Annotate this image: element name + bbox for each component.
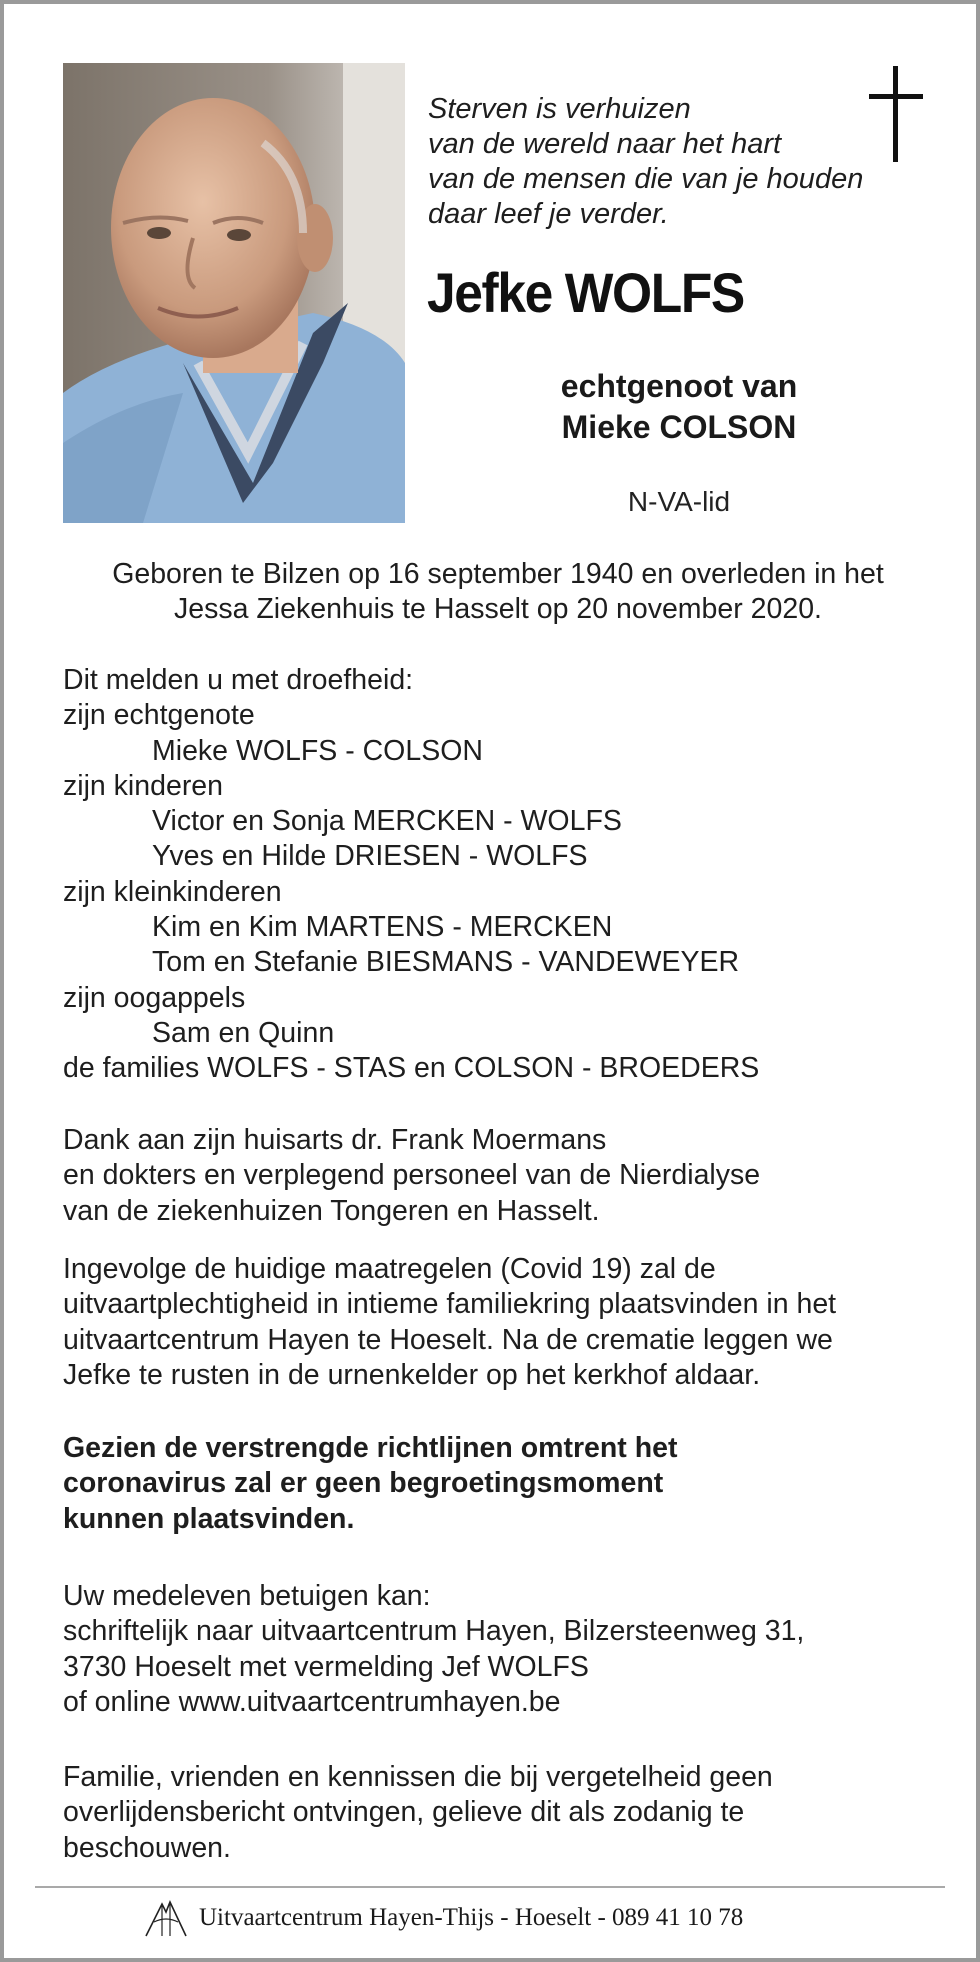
spouse-label: echtgenoot van — [560, 368, 798, 404]
footer-divider — [35, 1886, 945, 1888]
ceremony-line: Jefke te rusten in de urnenkelder op het kerkhof aldaar. — [63, 1358, 761, 1391]
birth-death-info — [63, 557, 933, 628]
spouse-block — [444, 366, 914, 448]
family-label: zijn echtgenote — [63, 699, 255, 732]
notice-line: Gezien de verstrengde richtlijnen omtrent het — [63, 1432, 678, 1464]
condolence-paragraph — [63, 1579, 933, 1720]
covid-notice — [63, 1431, 933, 1537]
thanks-line: van de ziekenhuizen Tongeren en Hasselt. — [63, 1194, 600, 1227]
footer — [0, 1898, 980, 1938]
membership-label: N-VA-lid — [627, 486, 731, 517]
family-member: Sam en Quinn — [152, 1016, 335, 1049]
cross-icon — [866, 64, 926, 164]
ceremony-paragraph — [63, 1252, 933, 1393]
family-member: Yves en Hilde DRIESEN - WOLFS — [152, 840, 588, 873]
family-member: Victor en Sonja MERCKEN - WOLFS — [152, 805, 622, 838]
closing-paragraph — [63, 1760, 933, 1866]
notice-line: coronavirus zal er geen begroetingsmoment — [63, 1467, 664, 1500]
condolence-line: 3730 Hoeselt met vermelding Jef WOLFS — [63, 1650, 589, 1683]
notice-line: kunnen plaatsvinden. — [63, 1502, 355, 1535]
poem-line: van de mensen die van je houden — [428, 163, 864, 195]
spouse-name: Mieke COLSON — [561, 409, 797, 445]
funeral-home-logo-icon — [142, 1898, 190, 1938]
family-label: zijn kleinkinderen — [63, 875, 282, 908]
condolence-line: of online www.uitvaartcentrumhayen.be — [63, 1685, 561, 1718]
family-member: Kim en Kim MARTENS - MERCKEN — [152, 911, 613, 944]
birth-line: Geboren te Bilzen op 16 september 1940 en overleden in het — [112, 558, 884, 590]
family-label: zijn oogappels — [63, 981, 246, 1014]
family-list — [63, 663, 933, 1087]
thanks-paragraph — [63, 1123, 933, 1229]
family-label: zijn kinderen — [63, 769, 224, 802]
family-member: Mieke WOLFS - COLSON — [152, 734, 483, 767]
poem-line: Sterven is verhuizen — [428, 93, 691, 125]
thanks-line: en dokters en verplegend personeel van de Nierdialyse — [63, 1159, 761, 1192]
deceased-name: Jefke WOLFS — [427, 261, 744, 324]
closing-line: overlijdensbericht ontvingen, gelieve dit als zodanig te — [63, 1796, 745, 1829]
ceremony-line: Ingevolge de huidige maatregelen (Covid 19) zal de — [63, 1253, 716, 1285]
closing-line: Familie, vrienden en kennissen die bij vergetelheid geen — [63, 1761, 773, 1793]
poem-line: daar leef je verder. — [428, 198, 669, 230]
ceremony-line: uitvaartcentrum Hayen te Hoeselt. Na de crematie leggen we — [63, 1323, 833, 1356]
families-line: de families WOLFS - STAS en COLSON - BROEDERS — [63, 1052, 760, 1085]
poem-line: van de wereld naar het hart — [428, 128, 782, 160]
memorial-poem — [428, 92, 898, 232]
family-intro: Dit melden u met droefheid: — [63, 664, 414, 696]
thanks-line: Dank aan zijn huisarts dr. Frank Moermans — [63, 1124, 607, 1156]
footer-contact: Uitvaartcentrum Hayen-Thijs - Hoeselt - 089 41 10 78 — [199, 1904, 744, 1931]
ceremony-line: uitvaartplechtigheid in intieme familiekring plaatsvinden in het — [63, 1288, 837, 1321]
condolence-line: schriftelijk naar uitvaartcentrum Hayen, Bilzersteenweg 31, — [63, 1615, 805, 1648]
portrait-photo — [63, 63, 405, 523]
family-member: Tom en Stefanie BIESMANS - VANDEWEYER — [152, 946, 740, 979]
closing-line: beschouwen. — [63, 1831, 231, 1864]
condolence-line: Uw medeleven betuigen kan: — [63, 1580, 431, 1612]
birth-line: Jessa Ziekenhuis te Hasselt op 20 november 2020. — [174, 593, 822, 626]
